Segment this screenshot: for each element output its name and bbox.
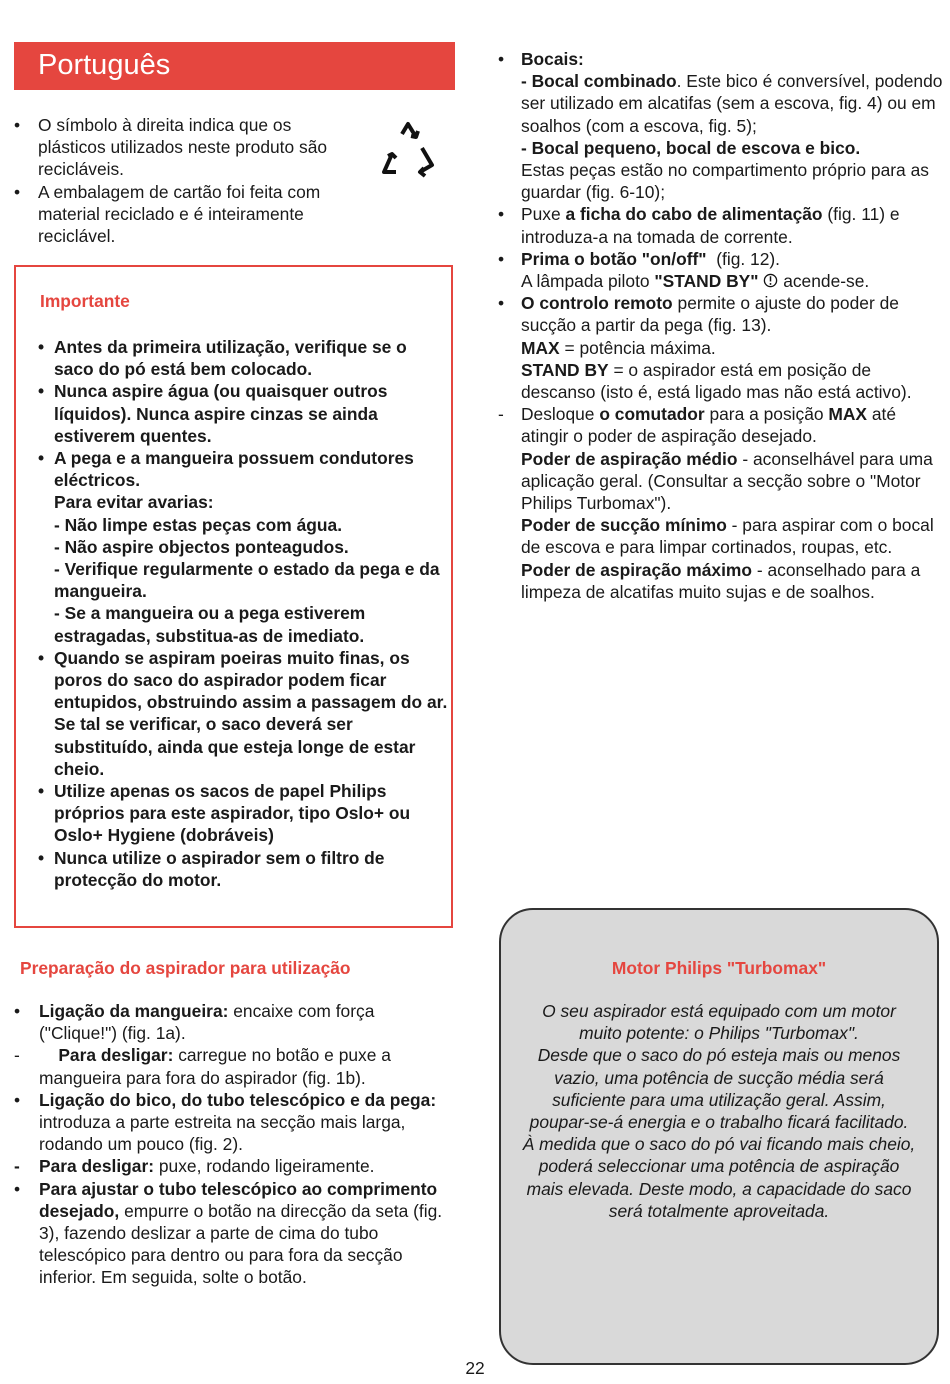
list-item: • Antes da primeira utilização, verifique se o saco do pó está bem colocado. (38, 337, 407, 380)
list-item: - Para desligar: puxe, rodando ligeiramente. (14, 1156, 375, 1177)
list-item: • Quando se aspiram poeiras muito finas, os poros do saco do aspirador podem ficar entupidos, obstruindo assim a passagem do ar. (38, 647, 448, 713)
list-item: - Para desligar: carregue no botão e puxe a mangueira para fora do aspirador (fig. 1b). (14, 1045, 391, 1088)
prep-heading: Preparação do aspirador para utilização (20, 958, 351, 978)
recycling-notes (14, 114, 384, 247)
list-item: • Prima o botão "on/off" (fig. 12). A lâmpada piloto "STAND BY" acende-se. (498, 248, 870, 292)
right-column (498, 48, 943, 603)
prep-list (14, 1000, 444, 1289)
list-item: • Nunca utilize o aspirador sem o filtro de protecção do motor. (38, 847, 385, 890)
important-list (38, 336, 448, 891)
list-item: • A embalagem de cartão foi feita com material reciclado e é inteiramente reciclável. (14, 181, 321, 247)
list-item: • Ligação da mangueira: encaixe com força ("Clique!") (fig. 1a). (14, 1001, 375, 1044)
list-item: • Para ajustar o tubo telescópico ao comprimento desejado, empurre o botão na direcção da seta (fig. 3), fazendo deslizar a parte de cima do tubo telescópico para dentro ou para fora da secção inferior. Em seguida, solte o botão. (14, 1178, 443, 1288)
list-item: • Bocais: - Bocal combinado. Este bico é conversível, podendo ser utilizado em alcatifas (sem a escova, fig. 4) ou em soalhos (com a escova, fig. 5); - Bocal pequeno, bocal de escova e bico. Estas peças estão no compartimento próprio para as guardar (fig. 6-10); (498, 49, 943, 203)
list-item: • Nunca aspire água (ou quaisquer outros líquidos). Nunca aspire cinzas se ainda estiverem quentes. (38, 381, 388, 446)
list-item: • O símbolo à direita indica que os plásticos utilizados neste produto são recicláveis. (14, 115, 328, 180)
recycle-icon (378, 120, 438, 180)
list-subitems: Para evitar avarias: - Não limpe estas peças com água. - Não aspire objectos ponteagudos. - Verifique regularmente o estado da pega e da mangueira. - Se a mangueira ou a pega estiverem estragadas, substitua-as de imediato. (54, 492, 440, 646)
list-item: • Ligação do bico, do tubo telescópico e da pega: introduza a parte estreita na secção mais larga, rodando um pouco (fig. 2). (14, 1089, 437, 1155)
list-item: • O controlo remoto permite o ajuste do poder de sucção a partir da pega (fig. 13). MAX = potência máxima. STAND BY = o aspirador está em posição de descanso (isto é, está ligado mas não está activo). (498, 293, 912, 403)
list-item: • Puxe a ficha do cabo de alimentação (fig. 11) e introduza-a na tomada de corrente. (498, 204, 900, 247)
turbomax-text: O seu aspirador está equipado com um motor muito potente: o Philips "Turbomax". Desde que o saco do pó esteja mais ou menos vazio, uma potência de sucção média será suficiente para uma utilização geral. Assim, poupar-se-á energia e o trabalho ficará facilitado. À medida que o saco do pó vai ficando mais cheio, poderá seleccionar uma potência de aspiração mais elevada. Deste modo, a capacidade do saco será totalmente aproveitada. (522, 1001, 916, 1221)
page-number: 22 (465, 1358, 485, 1378)
standby-icon (763, 273, 778, 288)
list-item: • A pega e a mangueira possuem condutores eléctricos. (38, 448, 414, 491)
page-title: Português (38, 49, 171, 81)
list-item: • Utilize apenas os sacos de papel Philips próprios para este aspirador, tipo Oslo+ ou Oslo+ Hygiene (dobráveis) (38, 781, 411, 846)
important-heading: Importante (40, 291, 130, 311)
list-item: - Desloque o comutador para a posição MAX até atingir o poder de aspiração desejado. Poder de aspiração médio - aconselhável para uma aplicação geral. (Consultar a secção sobre o "Motor Philips Turbomax"). Poder de sucção mínimo - para aspirar com o bocal de escova e para limpar cortinados, roupas, etc. Poder de aspiração máximo - aconselhado para a limpeza de alcatifas muito sujas e de soalhos. (498, 404, 934, 602)
turbomax-heading: Motor Philips "Turbomax" (611, 958, 827, 978)
list-subitems: Se tal se verificar, o saco deverá ser substituído, ainda que esteja longe de estar cheio. (54, 714, 416, 779)
